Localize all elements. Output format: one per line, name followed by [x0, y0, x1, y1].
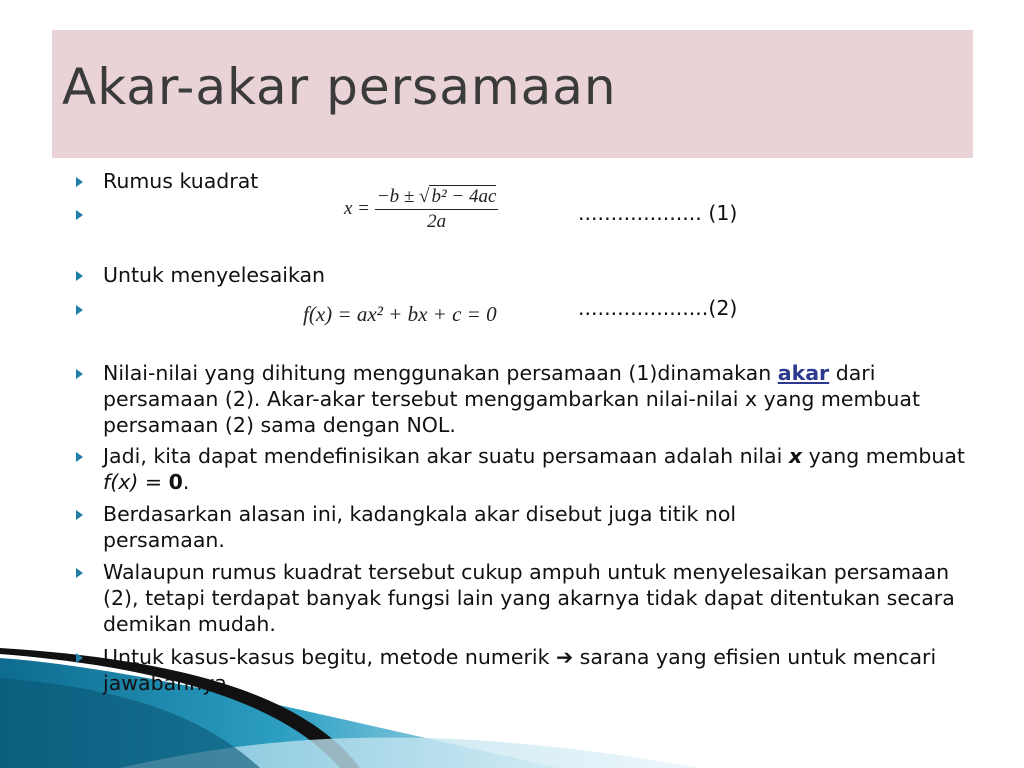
bullet-arrow-icon	[76, 210, 83, 220]
bullet-arrow-icon	[76, 305, 83, 315]
bullet-nilai-nilai: Nilai-nilai yang dihitung menggunakan persamaan (1)dinamakan akar dari persamaan (2). Akar-akar tersebut menggambarkan nilai-nilai x yang membuat persamaan (2) sama dengan NOL.	[103, 361, 921, 437]
bullet-untuk-kasus: Untuk kasus-kasus begitu, metode numerik ➔ sarana yang efisien untuk mencari jawabannya.	[103, 645, 937, 695]
bullet-berdasarkan: Berdasarkan alasan ini, kadangkala akar disebut juga titik nol persamaan.	[103, 502, 737, 552]
quadratic-formula	[344, 186, 498, 233]
equation-ref-2: ....................(2)	[578, 296, 738, 320]
bullet-arrow-icon	[76, 271, 83, 281]
bullet-rumus-kuadrat: Rumus kuadrat	[103, 169, 259, 193]
bullet-arrow-icon	[76, 568, 83, 578]
equation-ref-1: ................... (1)	[578, 201, 738, 225]
bullet-arrow-icon	[76, 369, 83, 379]
bullet-untuk-menyelesaikan: Untuk menyelesaikan	[103, 263, 326, 287]
formula-denominator: 2a	[427, 211, 447, 232]
right-arrow-icon: ➔	[555, 645, 574, 669]
bullet-jadi: Jadi, kita dapat mendefinisikan akar suatu persamaan adalah nilai x yang membuat f(x) = 0.	[103, 444, 965, 494]
bullet-arrow-icon	[76, 177, 83, 187]
slide-title: Akar-akar persamaan	[62, 58, 617, 116]
bullet-arrow-icon	[76, 510, 83, 520]
formula-numerator: −b ± √ b² − 4ac	[375, 186, 499, 210]
polynomial-equation: f(x) = ax² + bx + c = 0	[303, 302, 497, 326]
bullet-walaupun: Walaupun rumus kuadrat tersebut cukup ampuh untuk menyelesaikan persamaan (2), tetapi terdapat banyak fungsi lain yang akarnya tidak dapat ditentukan secara demikan mudah.	[103, 560, 955, 636]
bullet-arrow-icon	[76, 653, 83, 663]
akar-link[interactable]: akar	[777, 361, 830, 385]
formula-fraction	[375, 186, 499, 233]
formula-lhs: x =	[344, 197, 371, 219]
bullet-arrow-icon	[76, 452, 83, 462]
